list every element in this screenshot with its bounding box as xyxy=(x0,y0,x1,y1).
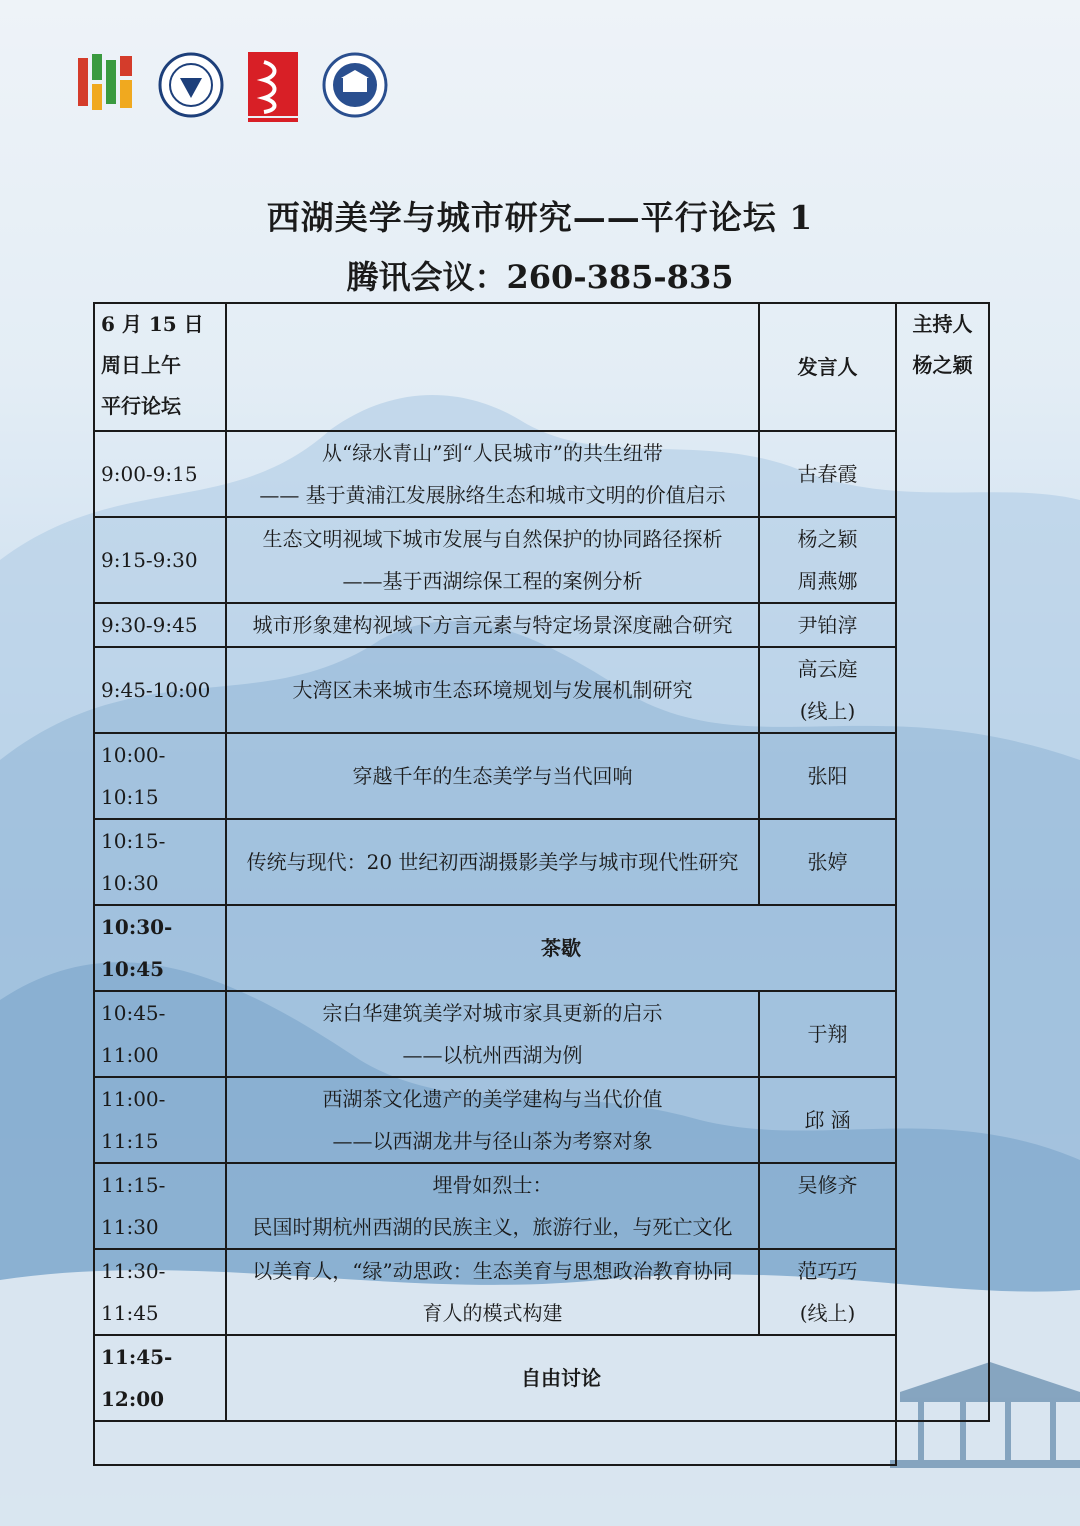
time-cell: 11:45-12:00 xyxy=(94,1335,226,1421)
brush-emblem-icon xyxy=(76,52,136,112)
time-cell: 9:45-10:00 xyxy=(94,647,226,733)
page-title: 西湖美学与城市研究——平行论坛 1 xyxy=(266,198,814,237)
host-label: 主持人 xyxy=(912,312,973,336)
university-seal-icon xyxy=(158,52,224,118)
topic-cell xyxy=(226,517,759,603)
header-date: 6 月 15 日 xyxy=(101,312,204,336)
table-row xyxy=(94,733,989,819)
free-discussion-label: 自由讨论 xyxy=(226,1335,896,1421)
time-cell: 11:15-11:30 xyxy=(94,1163,226,1249)
speaker-cell xyxy=(759,647,896,733)
table-row xyxy=(94,1163,989,1249)
speaker-cell: 尹铂淳 xyxy=(759,603,896,647)
break-row xyxy=(94,905,989,991)
topic-line: 育人的模式构建 xyxy=(422,1301,563,1325)
table-row xyxy=(94,1077,989,1163)
table-row xyxy=(94,647,989,733)
blue-emblem-icon xyxy=(322,52,388,118)
time-cell: 9:30-9:45 xyxy=(94,603,226,647)
topic-line: ——以西湖龙井与径山茶为考察对象 xyxy=(332,1129,653,1153)
speaker-cell xyxy=(759,517,896,603)
topic-line: 埋骨如烈士： xyxy=(432,1173,553,1197)
topic-line: 西湖茶文化遗产的美学建构与当代价值 xyxy=(322,1087,663,1111)
topic-line: 从“绿水青山”到“人民城市”的共生纽带 xyxy=(322,441,663,465)
time-cell: 9:15-9:30 xyxy=(94,517,226,603)
discussion-row xyxy=(94,1335,989,1421)
host-cell xyxy=(896,303,989,1421)
table-header-row xyxy=(94,303,989,431)
speaker-name: 周燕娜 xyxy=(797,569,858,593)
topic-cell: 穿越千年的生态美学与当代回响 xyxy=(226,733,759,819)
topic-line: ——以杭州西湖为例 xyxy=(402,1043,583,1067)
topic-cell xyxy=(226,1249,759,1335)
table-row xyxy=(94,517,989,603)
speaker-cell xyxy=(759,1163,896,1249)
topic-cell: 城市形象建构视域下方言元素与特定场景深度融合研究 xyxy=(226,603,759,647)
time-cell: 10:15-10:30 xyxy=(94,819,226,905)
speaker-name: 吴修齐 xyxy=(797,1173,858,1197)
table-row xyxy=(94,819,989,905)
speaker-header: 发言人 xyxy=(759,303,896,431)
time-cell: 11:00-11:15 xyxy=(94,1077,226,1163)
table-row xyxy=(94,603,989,647)
red-emblem-icon xyxy=(248,52,298,124)
time-cell: 9:00-9:15 xyxy=(94,431,226,517)
topic-line: 宗白华建筑美学对城市家具更新的启示 xyxy=(322,1001,663,1025)
header-topic-cell xyxy=(226,303,759,431)
speaker-cell: 邱 涵 xyxy=(759,1077,896,1163)
time-cell: 10:45-11:00 xyxy=(94,991,226,1077)
topic-line: 民国时期杭州西湖的民族主义，旅游行业，与死亡文化 xyxy=(252,1215,733,1239)
table-row xyxy=(94,991,989,1077)
meeting-id: 腾讯会议：260-385-835 xyxy=(346,258,734,296)
speaker-note: (线上) xyxy=(799,699,856,723)
speaker-cell: 古春霞 xyxy=(759,431,896,517)
schedule-table xyxy=(93,302,990,1466)
header-session: 周日上午 xyxy=(101,353,181,377)
time-cell: 10:00-10:15 xyxy=(94,733,226,819)
speaker-cell: 于翔 xyxy=(759,991,896,1077)
header-forum: 平行论坛 xyxy=(101,394,181,418)
empty-row xyxy=(94,1421,989,1465)
table-row xyxy=(94,431,989,517)
topic-cell xyxy=(226,1077,759,1163)
speaker-cell xyxy=(759,1249,896,1335)
empty-cell xyxy=(94,1421,896,1465)
topic-cell xyxy=(226,1163,759,1249)
speaker-cell: 张阳 xyxy=(759,733,896,819)
speaker-cell: 张婷 xyxy=(759,819,896,905)
time-cell: 11:30-11:45 xyxy=(94,1249,226,1335)
topic-cell xyxy=(226,991,759,1077)
topic-line: 生态文明视域下城市发展与自然保护的协同路径探析 xyxy=(262,527,723,551)
time-cell: 10:30-10:45 xyxy=(94,905,226,991)
topic-line: ——基于西湖综保工程的案例分析 xyxy=(342,569,643,593)
topic-line: —— 基于黄浦江发展脉络生态和城市文明的价值启示 xyxy=(259,483,726,507)
table-row xyxy=(94,1249,989,1335)
speaker-name: 杨之颖 xyxy=(797,527,858,551)
host-name: 杨之颖 xyxy=(912,353,973,377)
topic-cell xyxy=(226,431,759,517)
header-date-cell xyxy=(94,303,226,431)
speaker-name: 范巧巧 xyxy=(797,1259,858,1283)
speaker-note: (线上) xyxy=(799,1301,856,1325)
topic-line: 以美育人，“绿”动思政：生态美育与思想政治教育协同 xyxy=(252,1259,733,1283)
tea-break-label: 茶歇 xyxy=(226,905,896,991)
speaker-name: 高云庭 xyxy=(797,657,858,681)
topic-cell: 传统与现代：20 世纪初西湖摄影美学与城市现代性研究 xyxy=(226,819,759,905)
topic-cell: 大湾区未来城市生态环境规划与发展机制研究 xyxy=(226,647,759,733)
